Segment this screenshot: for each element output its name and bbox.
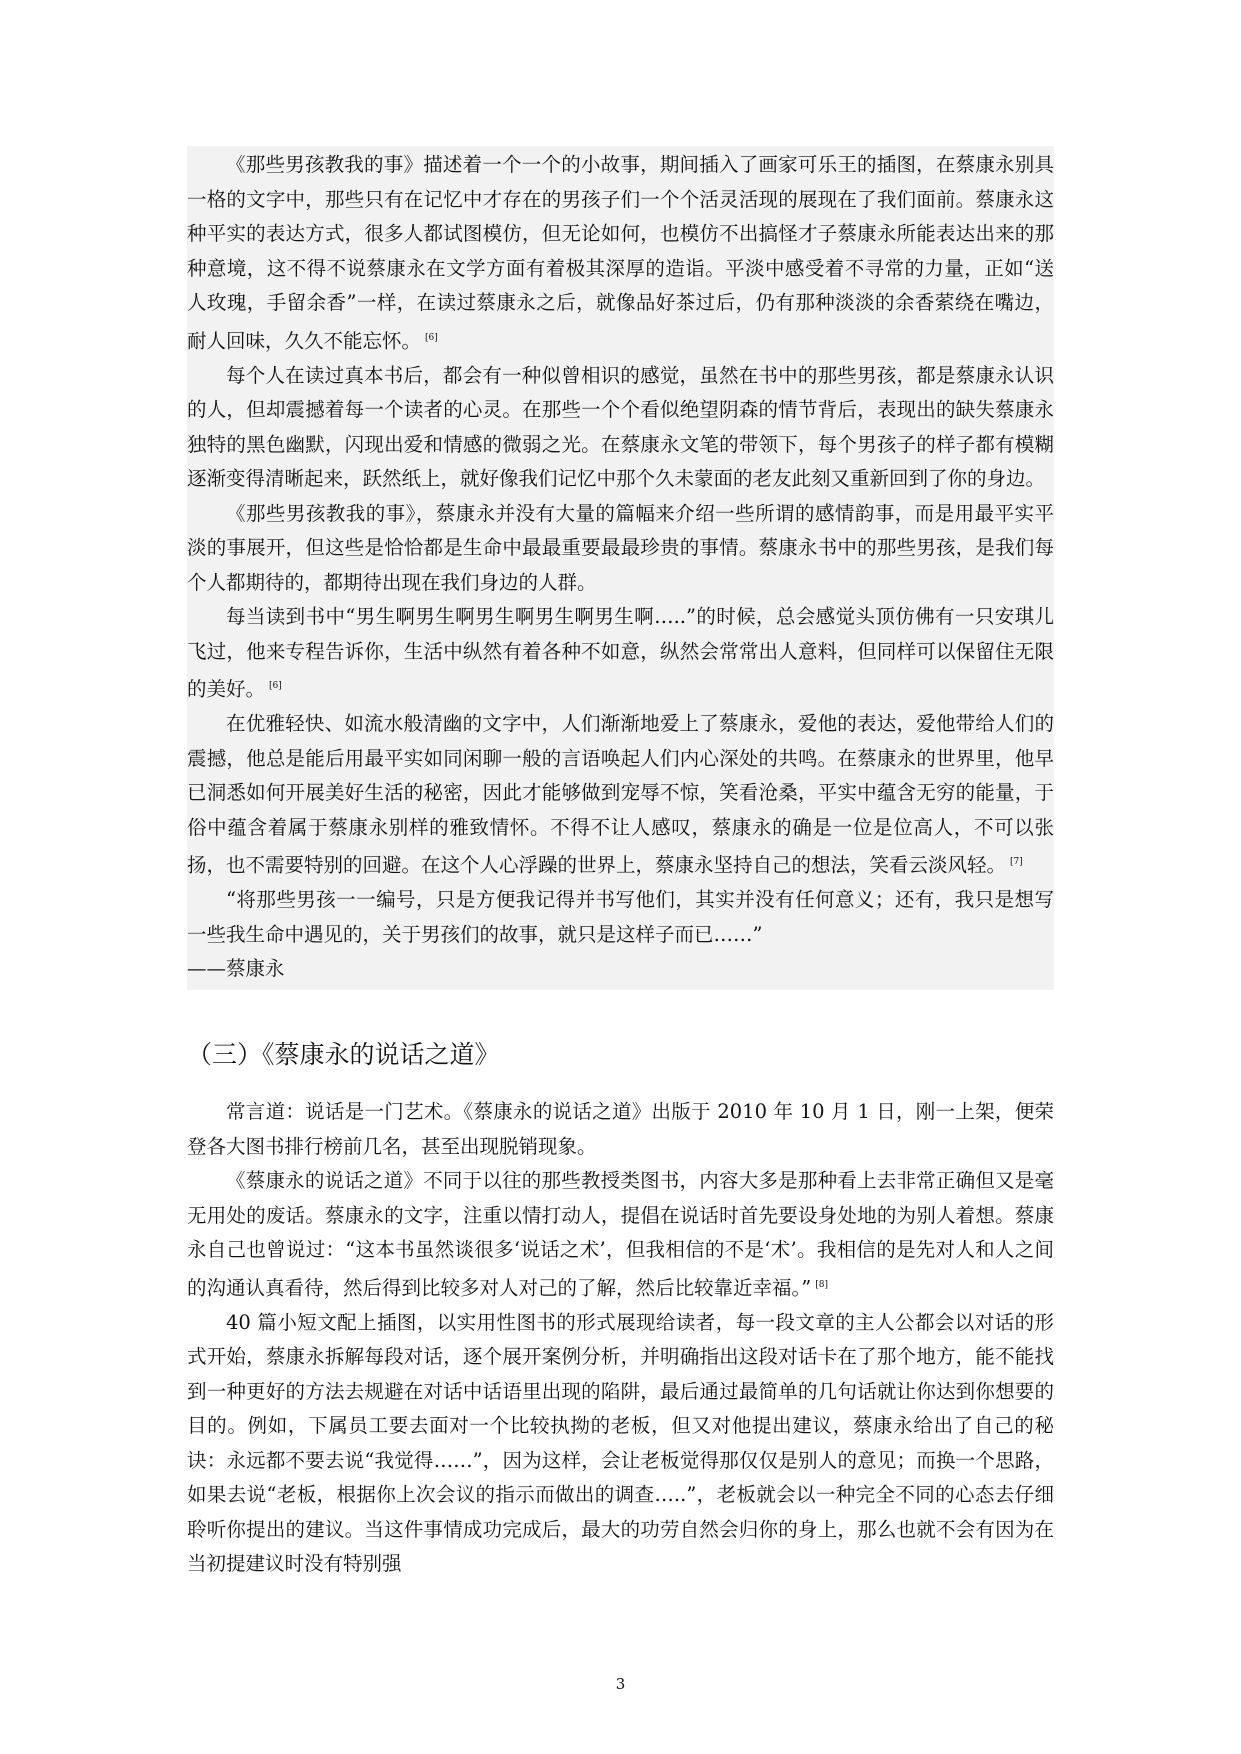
paragraph: 《那些男孩教我的事》，蔡康永并没有大量的篇幅来介绍一些所谓的感情韵事，而是用最平实平淡的事展开，但这些是恰恰都是生命中最最重要最最珍贵的事情。蔡康永书中的那些男孩，是我们每个人都期待的，都期待出现在我们身边的人群。: [187, 501, 1054, 594]
quote: “将那些男孩一一编号，只是方便我记得并书写他们，其实并没有任何意义；还有，我只是想写一些我生命中遇见的，关于男孩们的故事，就只是这样子而已……”: [187, 888, 1054, 946]
section-body: [187, 1095, 1054, 1582]
paragraph: 每当读到书中“男生啊男生啊男生啊男生啊男生啊…..”的时候，总会感觉头顶仿佛有一只安琪儿飞过，他来专程告诉你，生活中纵然有着各种不如意，纵然会常常出人意料，但同样可以保留住无限的美好。 [6]: [187, 605, 1054, 701]
section-heading: （三）《蔡康永的说话之道》: [187, 1040, 500, 1069]
paragraph: 《蔡康永的说话之道》不同于以往的那些教授类图书，内容大多是那种看上去非常正确但又是毫无用处的废话。蔡康永的文字，注重以情打动人，提倡在说话时首先要设身处地的为别人着想。蔡康永自己也曾说过：“这本书虽然谈很多‘说话之术’，但我相信的不是‘术’。我相信的是先对人和人之间的沟通认真看待，然后得到比较多对人对己的了解，然后比较靠近幸福。” [8]: [187, 1169, 1054, 1299]
page-number: 3: [615, 1675, 626, 1693]
citation: [7]: [1010, 857, 1023, 867]
citation: [6]: [425, 332, 438, 343]
citation: [6]: [269, 681, 282, 691]
paragraph: 《那些男孩教我的事》描述着一个一个的小故事，期间插入了画家可乐王的插图，在蔡康永别具一格的文字中，那些只有在记忆中才存在的男孩子们一个个活灵活现的展现在了我们面前。蔡康永这种平实的表达方式，很多人都试图模仿，但无论如何，也模仿不出搞怪才子蔡康永所能表达出来的那种意境，这不得不说蔡康永在文学方面有着极其深厚的造诣。平淡中感受着不寻常的力量，正如“送人玫瑰，手留余香”一样，在读过蔡康永之后，就像品好茶过后，仍有那种淡淡的余香萦绕在嘴边，耐人回味，久久不能忘怀。 [6]: [187, 153, 1054, 352]
paragraph: 常言道：说话是一门艺术。《蔡康永的说话之道》出版于 2010 年 10 月 1 日，刚一上架，便荣登各大图书排行榜前几名，甚至出现脱销现象。: [187, 1100, 1054, 1158]
paragraph: 在优雅轻快、如流水般清幽的文字中，人们渐渐地爱上了蔡康永，爱他的表达，爱他带给人们的震撼，他总是能后用最平实如同闲聊一般的言语唤起人们内心深处的共鸣。在蔡康永的世界里，他早已洞悉如何开展美好生活的秘密，因此才能够做到宠辱不惊，笑看沧桑，平实中蕴含无穷的能量，于俗中蕴含着属于蔡康永别样的雅致情怀。不得不让人感叹，蔡康永的确是一位是位高人，不可以张扬，也不需要特别的回避。在这个人心浮躁的世界上，蔡康永坚持自己的想法，笑看云淡风轻。 [7]: [187, 712, 1054, 877]
paragraph: 每个人在读过真本书后，都会有一种似曾相识的感觉，虽然在书中的那些男孩，都是蔡康永认识的人，但却震撼着每一个读者的心灵。在那些一个个看似绝望阴森的情节背后，表现出的缺失蔡康永独特的黑色幽默，闪现出爱和情感的微弱之光。在蔡康永文笔的带领下，每个男孩子的样子都有模糊逐渐变得清晰起来，跃然纸上，就好像我们记忆中那个久未蒙面的老友此刻又重新回到了你的身边。: [187, 363, 1054, 490]
citation: [8]: [815, 1279, 828, 1290]
highlighted-text-block: [187, 146, 1054, 990]
quote-attribution: ——蔡康永: [187, 957, 285, 980]
paragraph: 40 篇小短文配上插图，以实用性图书的形式展现给读者，每一段文章的主人公都会以对话的形式开始，蔡康永拆解每段对话，逐个展开案例分析，并明确指出这段对话卡在了那个地方，能不能找到一种更好的方法去规避在对话中话语里出现的陷阱，最后通过最简单的几句话就让你达到你想要的目的。例如，下属员工要去面对一个比较执拗的老板，但又对他提出建议，蔡康永给出了自己的秘诀：永远都不要去说“我觉得……”，因为这样，会让老板觉得那仅仅是别人的意见；而换一个思路，如果去说“老板，根据你上次会议的指示而做出的调查…..”，老板就会以一种完全不同的心态去仔细聆听你提出的建议。当这件事情成功完成后，最大的功劳自然会归你的身上，那么也就不会有因为在当初提建议时没有特别强: [187, 1310, 1054, 1575]
